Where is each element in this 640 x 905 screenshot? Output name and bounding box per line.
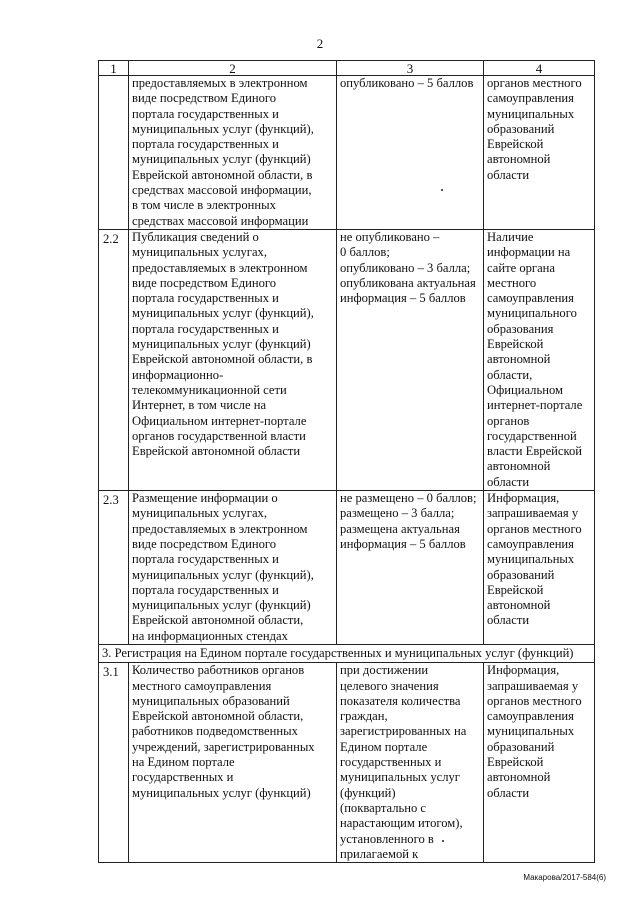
text-line: предоставляемых в электронном	[132, 521, 308, 536]
text-line: муниципальных	[487, 106, 575, 121]
text-line: самоуправления	[487, 709, 574, 724]
text-line: муниципальных	[487, 724, 575, 739]
text-line: Еврейской	[487, 755, 544, 770]
text-line: Еврейской автономной области,	[132, 709, 304, 724]
table-row	[99, 76, 595, 230]
text-line: опубликована актуальная	[340, 275, 476, 290]
text-line: предоставляемых в электронном	[132, 76, 308, 90]
text-line: установленного в	[340, 831, 434, 846]
text-line: области,	[487, 367, 533, 382]
text-line: портала государственных и	[132, 552, 279, 567]
header-col-2: 2	[129, 61, 337, 76]
text-line: области	[487, 613, 530, 628]
text-line: муниципальных услугах,	[132, 245, 268, 260]
text-line: интернет-портале	[487, 398, 583, 413]
text-line: портала государственных и	[132, 321, 279, 336]
text-line: сайте органа	[487, 260, 555, 275]
text-line: автономной	[487, 152, 551, 167]
section-row	[99, 644, 595, 662]
text-line: образований	[487, 739, 555, 754]
text-line: органов местного	[487, 76, 582, 90]
text-line: самоуправления	[487, 291, 574, 306]
table-row	[99, 663, 595, 863]
criteria-cell	[337, 229, 484, 490]
text-line: муниципальных образований	[132, 693, 290, 708]
scan-speck	[441, 189, 443, 191]
text-line: виде посредством Единого	[132, 275, 277, 290]
source-cell	[484, 76, 595, 230]
text-line: учреждений, зарегистрированных	[132, 739, 315, 754]
text-line: муниципальных услуг (функций),	[132, 567, 314, 582]
text-line: области	[487, 474, 530, 489]
text-line: информация – 5 баллов	[340, 291, 466, 306]
description-cell	[129, 663, 337, 863]
row-number: 2.2	[99, 229, 129, 490]
text-line: области	[487, 167, 530, 182]
scan-speck	[442, 840, 444, 842]
text-line: портала государственных и	[132, 137, 279, 152]
text-line: самоуправления	[487, 91, 574, 106]
text-line: муниципальных услуг	[340, 770, 460, 785]
text-line: граждан,	[340, 709, 388, 724]
header-col-4: 4	[484, 61, 595, 76]
text-line: автономной	[487, 770, 551, 785]
page-number: 2	[316, 36, 324, 51]
text-line: Едином портале	[340, 739, 428, 754]
text-line: автономной	[487, 459, 551, 474]
text-line: портала государственных и	[132, 291, 279, 306]
text-line: автономной	[487, 598, 551, 613]
text-line: портала государственных и	[132, 582, 279, 597]
text-line: телекоммуникационной сети	[132, 382, 287, 397]
criteria-cell	[337, 491, 484, 645]
text-line: Публикация сведений о	[132, 229, 259, 244]
row-number	[99, 76, 129, 230]
text-line: Информация,	[487, 491, 560, 506]
text-line: органов местного	[487, 693, 582, 708]
text-line: Количество работников органов	[132, 663, 305, 678]
text-line: образований	[487, 121, 555, 136]
text-line: информации на	[487, 245, 571, 260]
text-line: образования	[487, 321, 554, 336]
text-line: органов	[487, 413, 530, 428]
text-line: самоуправления	[487, 536, 574, 551]
text-line: муниципальных	[487, 552, 575, 567]
text-line: муниципальных услуг (функций)	[132, 598, 311, 613]
text-line: работников подведомственных	[132, 724, 298, 739]
text-line: прилагаемой к	[340, 846, 419, 861]
document-footer: Макарова/2017-584(6)	[523, 873, 606, 882]
text-line: муниципальных услуг (функций),	[132, 121, 314, 136]
text-line: на информационных стендах	[132, 628, 288, 643]
text-line: информация – 5 баллов	[340, 536, 466, 551]
text-line: зарегистрированных на	[340, 724, 467, 739]
text-line: предоставляемых в электронном	[132, 260, 308, 275]
text-line: Еврейской автономной области,	[132, 613, 304, 628]
text-line: образований	[487, 567, 555, 582]
text-line: Еврейской	[487, 337, 544, 352]
text-line: (функций)	[340, 785, 396, 800]
text-line: Информация,	[487, 663, 560, 678]
text-line: информационно-	[132, 367, 224, 382]
text-line: государственных и	[132, 770, 234, 785]
description-cell	[129, 491, 337, 645]
text-line: муниципальных услуг (функций)	[132, 785, 311, 800]
text-line: средствах массовой информации	[132, 213, 309, 228]
text-line: размещена актуальная	[340, 521, 460, 536]
source-cell	[484, 663, 595, 863]
text-line: Еврейской	[487, 582, 544, 597]
table-header-row	[99, 61, 595, 76]
text-line: виде посредством Единого	[132, 91, 277, 106]
text-line: муниципальных услугах,	[132, 506, 268, 521]
text-line: Еврейской автономной области, в	[132, 167, 313, 182]
text-line: Официальном интернет-портале	[132, 413, 307, 428]
text-line: Интернет, в том числе на	[132, 398, 267, 413]
source-cell	[484, 229, 595, 490]
text-line: опубликовано – 3 балла;	[340, 260, 471, 275]
text-line: целевого значения	[340, 678, 439, 693]
text-line: при достижении	[340, 663, 429, 678]
text-line: власти Еврейской	[487, 444, 583, 459]
text-line: в том числе в электронных	[132, 198, 276, 213]
text-line: муниципальных услуг (функций),	[132, 306, 314, 321]
text-line: муниципального	[487, 306, 577, 321]
text-line: запрашиваемая у	[487, 506, 579, 521]
criteria-cell	[337, 76, 484, 230]
header-col-3: 3	[337, 61, 484, 76]
text-line: виде посредством Единого	[132, 536, 277, 551]
text-line: запрашиваемая у	[487, 678, 579, 693]
text-line: муниципальных услуг (функций)	[132, 152, 311, 167]
text-line: органов государственной власти	[132, 428, 306, 443]
table-row	[99, 491, 595, 645]
table-row	[99, 229, 595, 490]
text-line: не размещено – 0 баллов;	[340, 491, 477, 506]
text-line: Официальном	[487, 382, 563, 397]
text-line: Еврейской автономной области	[132, 444, 301, 459]
text-line: государственной	[487, 428, 577, 443]
description-cell	[129, 76, 337, 230]
text-line: Еврейской автономной области, в	[132, 352, 313, 367]
row-number: 3.1	[99, 663, 129, 863]
text-line: муниципальных услуг (функций)	[132, 337, 311, 352]
text-line: Еврейской	[487, 137, 544, 152]
text-line: Наличие	[487, 229, 534, 244]
text-line: области	[487, 785, 530, 800]
criteria-table	[98, 60, 595, 863]
text-line: средствах массовой информации,	[132, 183, 312, 198]
criteria-cell	[337, 663, 484, 863]
text-line: местного	[487, 275, 537, 290]
row-number: 2.3	[99, 491, 129, 645]
text-line: автономной	[487, 352, 551, 367]
text-line: размещено – 3 балла;	[340, 506, 455, 521]
text-line: портала государственных и	[132, 106, 279, 121]
text-line: органов местного	[487, 521, 582, 536]
description-cell	[129, 229, 337, 490]
text-line: Размещение информации о	[132, 491, 278, 506]
text-line: 0 баллов;	[340, 245, 390, 260]
text-line: государственных и	[340, 755, 442, 770]
header-col-1: 1	[99, 61, 129, 76]
source-cell	[484, 491, 595, 645]
text-line: нарастающим итогом),	[340, 816, 463, 831]
text-line: не опубликовано –	[340, 229, 440, 244]
text-line: показателя количества	[340, 693, 461, 708]
text-line: опубликовано – 5 баллов	[340, 76, 474, 90]
text-line: на Едином портале	[132, 755, 235, 770]
section-title: 3. Регистрация на Едином портале государственных и муниципальных услуг (функций)	[99, 644, 595, 662]
text-line: местного самоуправления	[132, 678, 272, 693]
text-line: (поквартально с	[340, 800, 427, 815]
